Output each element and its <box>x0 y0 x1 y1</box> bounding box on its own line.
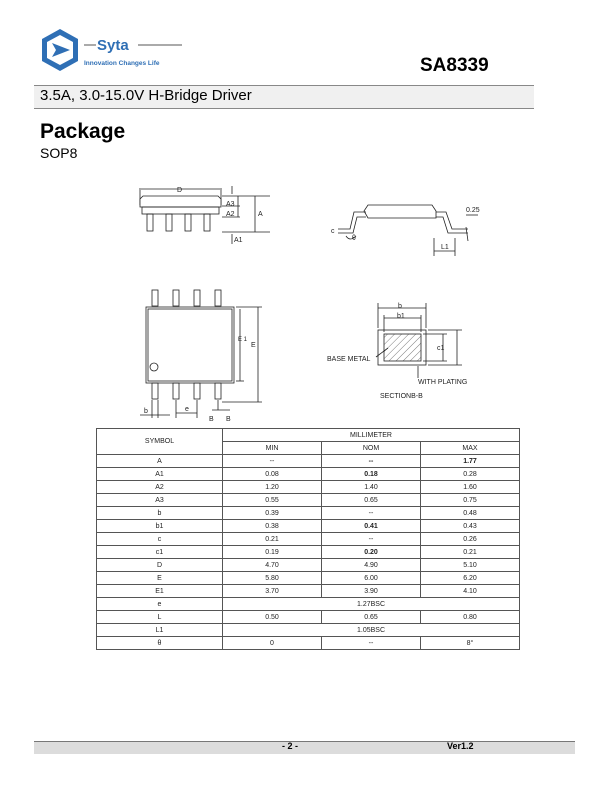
cell-symbol: b1 <box>97 520 223 533</box>
label-c1: c1 <box>437 345 445 352</box>
table-row <box>97 585 520 598</box>
label-c: c <box>331 228 335 235</box>
document-subtitle: 3.5A, 3.0-15.0V H-Bridge Driver <box>40 87 252 104</box>
cell-max: 1.77 <box>421 455 520 468</box>
document-version: Ver1.2 <box>447 741 474 751</box>
cell-min: -- <box>223 455 322 468</box>
label-A2: A2 <box>226 211 235 218</box>
cell-nom: 0.20 <box>322 546 421 559</box>
section-title: Package <box>40 120 126 143</box>
symbol-header: SYMBOL <box>97 429 223 455</box>
table-row <box>97 520 520 533</box>
table-row <box>97 611 520 624</box>
unit-header: MILLIMETER <box>223 429 520 442</box>
table-row <box>97 533 520 546</box>
top-view-drawing <box>140 290 262 418</box>
cell-min: 0.39 <box>223 507 322 520</box>
cell-min: 0 <box>223 637 322 650</box>
label-A3: A3 <box>226 201 235 208</box>
table-row <box>97 572 520 585</box>
cell-nom: 0.41 <box>322 520 421 533</box>
cell-symbol: L1 <box>97 624 223 637</box>
cell-symbol: e <box>97 598 223 611</box>
label-D: D <box>177 187 183 194</box>
footer-bar <box>34 741 575 754</box>
cell-max: 8° <box>421 637 520 650</box>
cell-symbol: θ <box>97 637 223 650</box>
col-min: MIN <box>223 442 322 455</box>
cell-nom: 6.00 <box>322 572 421 585</box>
lead-detail-drawing <box>338 205 478 256</box>
col-nom: NOM <box>322 442 421 455</box>
cell-nom: -- <box>322 637 421 650</box>
cell-symbol: b <box>97 507 223 520</box>
cell-max: 0.48 <box>421 507 520 520</box>
table-row <box>97 468 520 481</box>
cell-min: 4.70 <box>223 559 322 572</box>
side-view-drawing <box>140 186 270 244</box>
cell-min: 0.08 <box>223 468 322 481</box>
label-E: E <box>251 342 256 349</box>
table-row <box>97 598 520 611</box>
label-b: b <box>144 408 148 415</box>
cell-min: 0.50 <box>223 611 322 624</box>
cell-min: 0.38 <box>223 520 322 533</box>
table-row <box>97 507 520 520</box>
table-row <box>97 559 520 572</box>
cell-nom: 0.18 <box>322 468 421 481</box>
label-b1: b1 <box>397 313 405 320</box>
cell-symbol: c <box>97 533 223 546</box>
dimensions-table <box>96 428 520 650</box>
cell-max: 0.80 <box>421 611 520 624</box>
label-L1: L1 <box>441 244 449 251</box>
cell-nom: 0.65 <box>322 494 421 507</box>
cell-min: 1.20 <box>223 481 322 494</box>
label-A1: A1 <box>234 237 243 244</box>
cell-min: 3.70 <box>223 585 322 598</box>
label-base-metal: BASE METAL <box>327 356 371 363</box>
cell-max: 0.21 <box>421 546 520 559</box>
label-B-left: B <box>209 416 214 423</box>
cell-symbol: A3 <box>97 494 223 507</box>
label-A: A <box>258 211 263 218</box>
cell-nom: 3.90 <box>322 585 421 598</box>
label-e: e <box>185 406 189 413</box>
part-number: SA8339 <box>420 55 489 76</box>
cell-symbol: A <box>97 455 223 468</box>
table-row <box>97 546 520 559</box>
cell-min: 0.55 <box>223 494 322 507</box>
package-type: SOP8 <box>40 145 78 161</box>
label-b-section: b <box>398 303 402 310</box>
cell-max: 5.10 <box>421 559 520 572</box>
cell-symbol: E <box>97 572 223 585</box>
cell-symbol: D <box>97 559 223 572</box>
cell-max: 0.26 <box>421 533 520 546</box>
cell-nom: -- <box>322 533 421 546</box>
table-row <box>97 494 520 507</box>
col-max: MAX <box>421 442 520 455</box>
logo-tagline: Innovation Changes Life <box>84 60 160 67</box>
cell-max: 0.28 <box>421 468 520 481</box>
cell-symbol: A1 <box>97 468 223 481</box>
cell-max: 1.60 <box>421 481 520 494</box>
cell-symbol: A2 <box>97 481 223 494</box>
label-with-plating: WITH PLATING <box>418 379 468 386</box>
table-row <box>97 637 520 650</box>
section-bb-drawing <box>376 303 462 378</box>
cell-min: 0.21 <box>223 533 322 546</box>
table-row <box>97 455 520 468</box>
label-section-bb: SECTIONB-B <box>380 393 423 400</box>
cell-max: 0.43 <box>421 520 520 533</box>
label-B-right: B <box>226 416 231 423</box>
cell-max: 0.75 <box>421 494 520 507</box>
logo-name: Syta <box>97 37 129 54</box>
cell-max: 6.20 <box>421 572 520 585</box>
cell-min: 0.19 <box>223 546 322 559</box>
label-theta: θ <box>352 235 356 242</box>
cell-min: 5.80 <box>223 572 322 585</box>
cell-symbol: c1 <box>97 546 223 559</box>
cell-nom: 0.65 <box>322 611 421 624</box>
cell-span: 1.05BSC <box>223 624 520 637</box>
cell-symbol: E1 <box>97 585 223 598</box>
cell-nom: 1.40 <box>322 481 421 494</box>
label-0-25: 0.25 <box>466 207 480 214</box>
table-row <box>97 481 520 494</box>
table-row <box>97 624 520 637</box>
cell-span: 1.27BSC <box>223 598 520 611</box>
cell-nom: -- <box>322 455 421 468</box>
cell-nom: -- <box>322 507 421 520</box>
cell-nom: 4.90 <box>322 559 421 572</box>
cell-max: 4.10 <box>421 585 520 598</box>
page-number: - 2 - <box>282 741 299 751</box>
cell-symbol: L <box>97 611 223 624</box>
label-E1: E 1 <box>238 337 248 343</box>
